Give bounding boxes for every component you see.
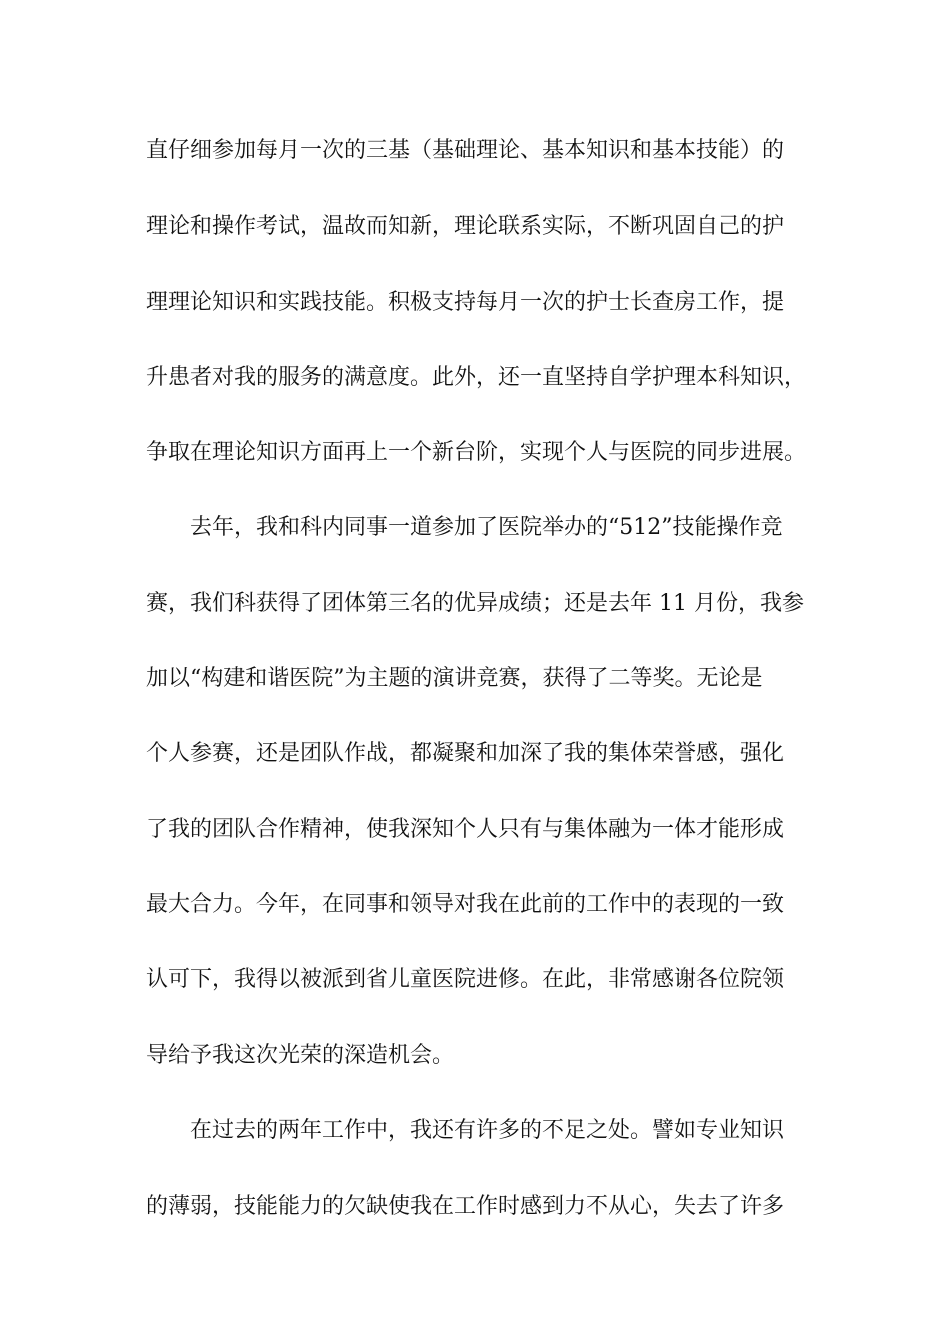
text-line: 升患者对我的服务的满意度。此外，还一直坚持自学护理本科知识， bbox=[146, 365, 807, 390]
text-line: 理论和操作考试，温故而知新，理论联系实际，不断巩固自己的护 bbox=[146, 214, 785, 239]
text-line: 直仔细参加每月一次的三基（基础理论、基本知识和基本技能）的 bbox=[146, 138, 785, 163]
text-line: 理理论知识和实践技能。积极支持每月一次的护士长查房工作，提 bbox=[146, 290, 785, 315]
paragraph-first-line: 在过去的两年工作中，我还有许多的不足之处。譬如专业知识 bbox=[190, 1118, 785, 1143]
text-line: 争取在理论知识方面再上一个新台阶，实现个人与医院的同步进展。 bbox=[146, 440, 807, 465]
paragraph-first-line: 去年，我和科内同事一道参加了医院举办的“512”技能操作竞 bbox=[190, 515, 783, 540]
text-line: 最大合力。今年，在同事和领导对我在此前的工作中的表现的一致 bbox=[146, 892, 785, 917]
text-line: 赛，我们科获得了团体第三名的优异成绩；还是去年 11 月份，我参 bbox=[146, 591, 804, 616]
text-line: 的薄弱，技能能力的欠缺使我在工作时感到力不从心，失去了许多 bbox=[146, 1194, 785, 1219]
text-line: 加以“构建和谐医院”为主题的演讲竞赛，获得了二等奖。无论是 bbox=[146, 666, 763, 691]
text-line: 认可下，我得以被派到省儿童医院进修。在此，非常感谢各位院领 bbox=[146, 967, 785, 992]
text-line: 个人参赛，还是团队作战，都凝聚和加深了我的集体荣誉感，强化 bbox=[146, 741, 785, 766]
text-line: 导给予我这次光荣的深造机会。 bbox=[146, 1043, 455, 1068]
text-line: 了我的团队合作精神，使我深知个人只有与集体融为一体才能形成 bbox=[146, 817, 785, 842]
